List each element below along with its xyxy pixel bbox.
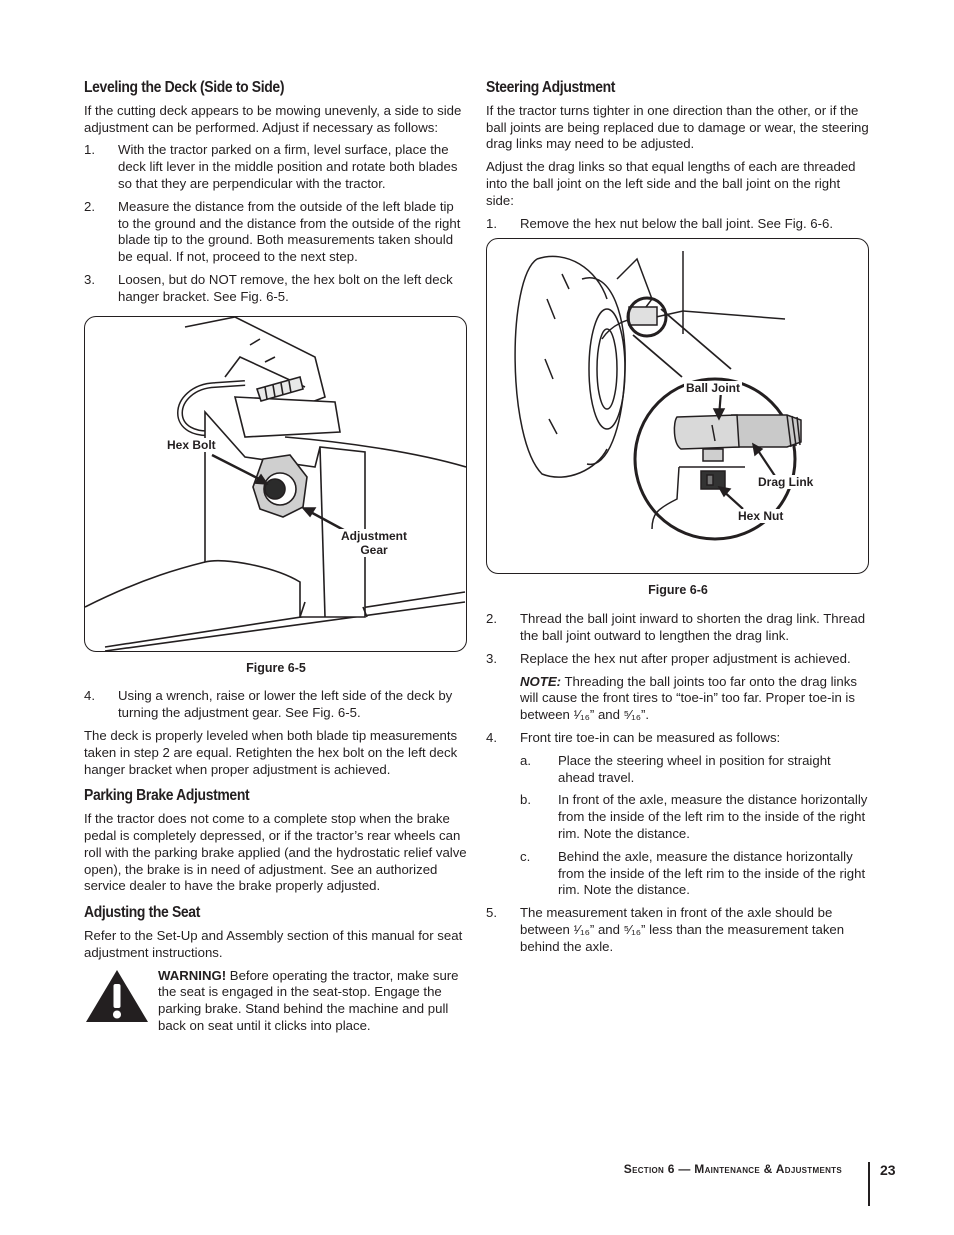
label-hex-nut: Hex Nut [738,509,784,524]
leveling-step-4 [84,688,468,722]
figure-6-6 [486,238,869,574]
substep-letter: c. [520,848,531,864]
footer-divider [868,1162,870,1206]
steering-substep-c [520,849,870,899]
substep-letter: a. [520,752,531,768]
leveling-step-2 [84,199,468,266]
step-number: 2. [486,611,497,627]
label-hex-bolt: Hex Bolt [167,437,216,452]
note-label: NOTE: [520,673,562,689]
step-text: Remove the hex nut below the ball joint. See Fig. 6-6. [520,215,834,231]
step-text: Thread the ball joint inward to shorten the drag link. Thread the ball joint outward to lengthen the drag link. [520,611,866,643]
substep-text: Place the steering wheel in position for straight ahead travel. [558,752,831,785]
deck-hanger-illustration [85,317,466,651]
step-number: 4. [84,688,95,704]
seat-warning [84,968,468,1035]
step-number: 1. [486,215,497,231]
figure-6-6-caption: Figure 6-6 [648,583,708,598]
step-text: With the tractor parked on a firm, level surface, place the deck lift lever in the middle position and rotate both blades so that they are perpendicular with the tractor. [118,142,458,191]
steering-step-1 [486,216,870,233]
figure-6-5 [84,316,467,652]
leveling-outro: The deck is properly leveled when both blade tip measurements taken in step 2 are equal. Retighten the hex bolt on the left deck hanger bracket when proper adjustment is achieved. [84,727,458,777]
right-column [486,80,870,962]
steering-heading: Steering Adjustment [486,79,616,96]
note-text: Threading the ball joints too far onto the drag links will cause the front tires to “toe-in” too far. Proper toe-in is between ¹⁄₁₆” and ⁵⁄₁₆”. [520,673,857,723]
substep-letter: b. [520,792,531,808]
page-number: 23 [880,1162,896,1178]
step-number: 2. [84,198,95,214]
step-text: Loosen, but do NOT remove, the hex bolt on the left deck hanger bracket. See Fig. 6-5. [118,271,453,304]
parking-brake-text: If the tractor does not come to a complete stop when the brake pedal is completely depressed, or if the tractor’s rear wheels can roll with the parking brake applied (and the hydrostatic relief valve open), the brake is in need of adjustment. See an authorized service dealer to have the brake properly adjusted. [84,811,467,894]
steering-note [520,674,870,724]
label-drag-link: Drag Link [758,475,814,490]
figure-6-5-caption: Figure 6-5 [246,660,306,675]
steering-step-2 [486,611,870,645]
substep-text: In front of the axle, measure the distance horizontally from the inside of the left rim to the inside of the right rim. Note the distance. [558,792,868,841]
leveling-intro: If the cutting deck appears to be mowing unevenly, a side to side adjustment can be performed. Adjust if necessary as follows: [84,102,462,135]
parking-brake-heading: Parking Brake Adjustment [84,787,250,805]
section-footer: Section 6 — Maintenance & Adjustments [623,1162,842,1176]
adjusting-seat-heading: Adjusting the Seat [84,904,200,922]
left-column [84,80,468,1035]
step-number: 3. [486,650,497,666]
steering-step-5 [486,905,870,955]
warning-label: WARNING! [158,967,227,983]
adjusting-seat-text: Refer to the Set-Up and Assembly section of this manual for seat adjustment instructions. [84,927,463,960]
leveling-heading: Leveling the Deck (Side to Side) [84,79,285,96]
warning-text: Before operating the tractor, make sure the seat is engaged in the seat-stop. Engage the parking brake. Stand behind the machine and pull back on seat until it clicks into place. [158,967,459,1033]
steering-substep-a [520,753,870,787]
steering-substep-b [520,792,870,842]
step-text: Replace the hex nut after proper adjustment is achieved. [520,650,851,666]
step-text: Measure the distance from the outside of the left blade tip to the ground and the distance from the outside of the right blade tip to the ground. Both measurements taken should be equal. If not, proceed to the next step. [118,198,461,265]
warning-text-block [158,968,468,1035]
leveling-step-3 [84,272,468,306]
label-ball-joint: Ball Joint [686,381,741,396]
steering-illustration [487,239,868,573]
warning-triangle-icon [84,968,150,1024]
step-number: 1. [84,142,95,158]
step-text: Using a wrench, raise or lower the left side of the deck by turning the adjustment gear. See Fig. 6-5. [118,688,453,721]
substep-text: Behind the axle, measure the distance horizontally from the inside of the left rim to the inside of the right rim. Note the distance. [558,848,866,898]
leveling-step-1 [84,142,468,192]
step-text: Front tire toe-in can be measured as follows: [520,729,781,745]
steering-step-4 [486,730,870,747]
steering-intro-1: If the tractor turns tighter in one direction than the other, or if the ball joints are being replaced due to damage or wear, the steering drag links may need to be adjusted. [486,102,869,152]
step-number: 4. [486,729,497,745]
steering-intro-2: Adjust the drag links so that equal lengths of each are threaded into the ball joint on the left side and the ball joint on the right side: [486,159,856,208]
steering-step-3 [486,651,870,668]
label-adjustment-gear: Adjustment Gear [341,528,407,557]
step-number: 3. [84,271,95,287]
step-number: 5. [486,905,497,921]
step-text: The measurement taken in front of the axle should be between ¹⁄₁₆” and ⁵⁄₁₆” less than the measurement taken behind the axle. [520,905,845,954]
